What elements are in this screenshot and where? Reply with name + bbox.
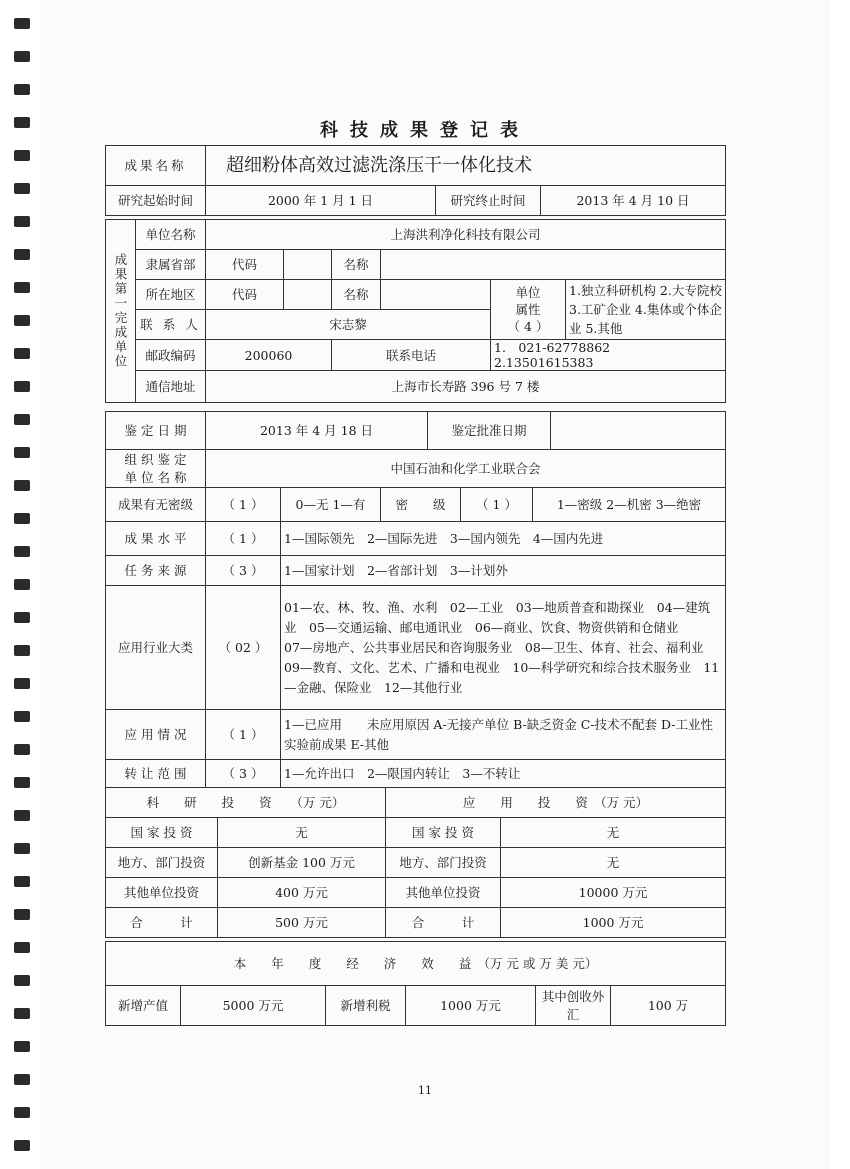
inv-label2: 国 家 投 资 <box>386 818 501 848</box>
inv-label2: 其他单位投资 <box>386 878 501 908</box>
dept-name-value <box>381 250 726 280</box>
achievement-level-label: 成 果 水 平 <box>106 522 206 556</box>
secret-level-options: 1—密级 2—机密 3—绝密 <box>533 488 726 522</box>
postcode-label: 邮政编码 <box>136 340 206 371</box>
inv-app: 无 <box>501 848 726 878</box>
binding-hole <box>14 942 30 953</box>
secret-level-value: （ 1 ） <box>461 488 533 522</box>
unit-name-value: 上海洪利净化科技有限公司 <box>206 220 726 250</box>
approval-date-value <box>551 412 726 450</box>
binding-hole <box>14 183 30 194</box>
inv-app: 10000 万元 <box>501 878 726 908</box>
investment-row <box>106 848 726 878</box>
binding-hole <box>14 645 30 656</box>
binding-hole <box>14 546 30 557</box>
unit-table <box>105 219 726 403</box>
output-value: 5000 万元 <box>181 986 326 1026</box>
binding-hole <box>14 216 30 227</box>
inv-label: 国 家 投 资 <box>106 818 218 848</box>
industry-options-1: 01—农、林、牧、渔、水利 02—工业 03—地质普查和勘探业 04—建筑业 05—交通运输、邮电通讯业 06—商业、饮食、物资供销和仓储业 <box>284 599 711 635</box>
achievement-name-label: 成果名称 <box>106 146 206 186</box>
registration-table <box>105 145 726 216</box>
secret-level-label: 密 级 <box>381 488 461 522</box>
application-label: 应 用 情 况 <box>106 710 206 760</box>
transfer-label: 转 让 范 围 <box>106 760 206 788</box>
profit-value: 1000 万元 <box>406 986 536 1026</box>
unit-name-label: 单位名称 <box>136 220 206 250</box>
appraisal-date-label: 鉴 定 日 期 <box>106 412 206 450</box>
benefit-table <box>105 941 726 1026</box>
transfer-value: （ 3 ） <box>206 760 281 788</box>
inv-research: 400 万元 <box>218 878 386 908</box>
binding-hole <box>14 18 30 29</box>
binding-hole <box>14 51 30 62</box>
region-code-label: 代码 <box>206 280 284 310</box>
page-title: 科技成果登记表 <box>320 120 530 141</box>
investment-row <box>106 878 726 908</box>
end-time-label: 研究终止时间 <box>436 186 541 216</box>
binding-hole <box>14 777 30 788</box>
start-time-value: 2000 年 1 月 1 日 <box>206 186 436 216</box>
unit-attr-options: 1.独立科研机构 2.大专院校 3.工矿企业 4.集体或个体企业 5.其他 <box>566 280 726 340</box>
binding-hole <box>14 348 30 359</box>
forex-label: 其中创收外 汇 <box>536 986 611 1026</box>
contact-label: 联 系 人 <box>136 310 206 340</box>
binding-hole <box>14 876 30 887</box>
task-source-value: （ 3 ） <box>206 556 281 586</box>
region-code-value <box>284 280 332 310</box>
binding-hole <box>14 711 30 722</box>
binding-hole <box>14 810 30 821</box>
region-name-label: 名称 <box>332 280 381 310</box>
binding-hole <box>14 744 30 755</box>
binding-hole <box>14 381 30 392</box>
page-number: 11 <box>418 1084 432 1097</box>
transfer-options: 1—允许出口 2—限国内转让 3—不转让 <box>281 760 726 788</box>
inv-label2: 合 计 <box>386 908 501 938</box>
benefit-header: 本 年 度 经 济 效 益 （万 元 或 万 美 元） <box>106 942 726 986</box>
inv-app: 1000 万元 <box>501 908 726 938</box>
end-time-value: 2013 年 4 月 10 日 <box>541 186 726 216</box>
binding-hole <box>14 84 30 95</box>
appraisal-table <box>105 411 726 488</box>
binding-hole <box>14 1008 30 1019</box>
binding-hole <box>14 612 30 623</box>
investment-table <box>105 787 726 938</box>
achievement-name-value: 超细粉体高效过滤洗涤压干一体化技术 <box>206 146 726 186</box>
region-label: 所在地区 <box>136 280 206 310</box>
inv-label: 地方、部门投资 <box>106 848 218 878</box>
binding-hole <box>14 843 30 854</box>
industry-options-2: 07—房地产、公共事业居民和咨询服务业 08—卫生、体育、社会、福利业 09—教育、文化、艺术、广播和电视业 10—科学研究和综合技术服务业 11—金融、保险业 12—其他行业 <box>284 639 720 695</box>
binding-hole <box>14 282 30 293</box>
inv-research: 500 万元 <box>218 908 386 938</box>
inv-app: 无 <box>501 818 726 848</box>
binding-hole <box>14 1107 30 1118</box>
inv-label: 合 计 <box>106 908 218 938</box>
investment-row <box>106 908 726 938</box>
start-time-label: 研究起始时间 <box>106 186 206 216</box>
secret-options: 0—无 1—有 <box>281 488 381 522</box>
task-source-options: 1—国家计划 2—省部计划 3—计划外 <box>281 556 726 586</box>
binding-hole <box>14 1140 30 1151</box>
binding-hole <box>14 678 30 689</box>
org-label-2: 单 位 名 称 <box>124 469 187 485</box>
forex-value: 100 万 <box>611 986 726 1026</box>
binding-hole <box>14 315 30 326</box>
binding-hole <box>14 1041 30 1052</box>
org-value: 中国石油和化学工业联合会 <box>206 450 726 488</box>
achievement-level-options: 1—国际领先 2—国际先进 3—国内领先 4—国内先进 <box>281 522 726 556</box>
classification-table <box>105 487 726 788</box>
inv-label: 其他单位投资 <box>106 878 218 908</box>
binding-hole <box>14 513 30 524</box>
unit-attr-label-1: 单位 <box>515 285 541 300</box>
investment-row <box>106 818 726 848</box>
application-options: 1—已应用 未应用原因 A-无接产单位 B-缺乏资金 C-技术不配套 D-工业性实验前成果 E-其他 <box>281 710 726 760</box>
secret-value: （ 1 ） <box>206 488 281 522</box>
inv-research: 无 <box>218 818 386 848</box>
application-value: （ 1 ） <box>206 710 281 760</box>
binding-hole <box>14 414 30 425</box>
dept-code-label: 代码 <box>206 250 284 280</box>
unit-attr-label-2: 属性 <box>515 302 541 317</box>
spiral-binding <box>0 0 40 1169</box>
binding-hole <box>14 150 30 161</box>
application-investment-header: 应 用 投 资 （万 元） <box>386 788 726 818</box>
binding-hole <box>14 909 30 920</box>
industry-value: （ 02 ） <box>206 586 281 710</box>
inv-research: 创新基金 100 万元 <box>218 848 386 878</box>
address-value: 上海市长寿路 396 号 7 楼 <box>206 371 726 403</box>
research-investment-header: 科 研 投 资 （万 元） <box>106 788 386 818</box>
address-label: 通信地址 <box>136 371 206 403</box>
dept-label: 隶属省部 <box>136 250 206 280</box>
industry-label: 应用行业大类 <box>106 586 206 710</box>
appraisal-date-value: 2013 年 4 月 18 日 <box>206 412 428 450</box>
phone-label: 联系电话 <box>332 340 491 371</box>
org-label-1: 组 织 鉴 定 <box>124 451 187 467</box>
binding-hole <box>14 480 30 491</box>
dept-name-label: 名称 <box>332 250 381 280</box>
task-source-label: 任 务 来 源 <box>106 556 206 586</box>
unit-side-label: 成果第一完成单位 <box>113 253 128 369</box>
unit-attr-value: （ 4 ） <box>507 319 549 334</box>
binding-hole <box>14 975 30 986</box>
dept-code-value <box>284 250 332 280</box>
region-name-value <box>381 280 491 310</box>
binding-hole <box>14 249 30 260</box>
postcode-value: 200060 <box>206 340 332 371</box>
binding-hole <box>14 447 30 458</box>
achievement-level-value: （ 1 ） <box>206 522 281 556</box>
approval-date-label: 鉴定批准日期 <box>428 412 551 450</box>
profit-label: 新增利税 <box>326 986 406 1026</box>
inv-label2: 地方、部门投资 <box>386 848 501 878</box>
binding-hole <box>14 579 30 590</box>
secret-label: 成果有无密级 <box>106 488 206 522</box>
contact-value: 宋志黎 <box>206 310 491 340</box>
phone-value: 1. 021-62778862 2.13501615383 <box>491 340 726 371</box>
output-label: 新增产值 <box>106 986 181 1026</box>
